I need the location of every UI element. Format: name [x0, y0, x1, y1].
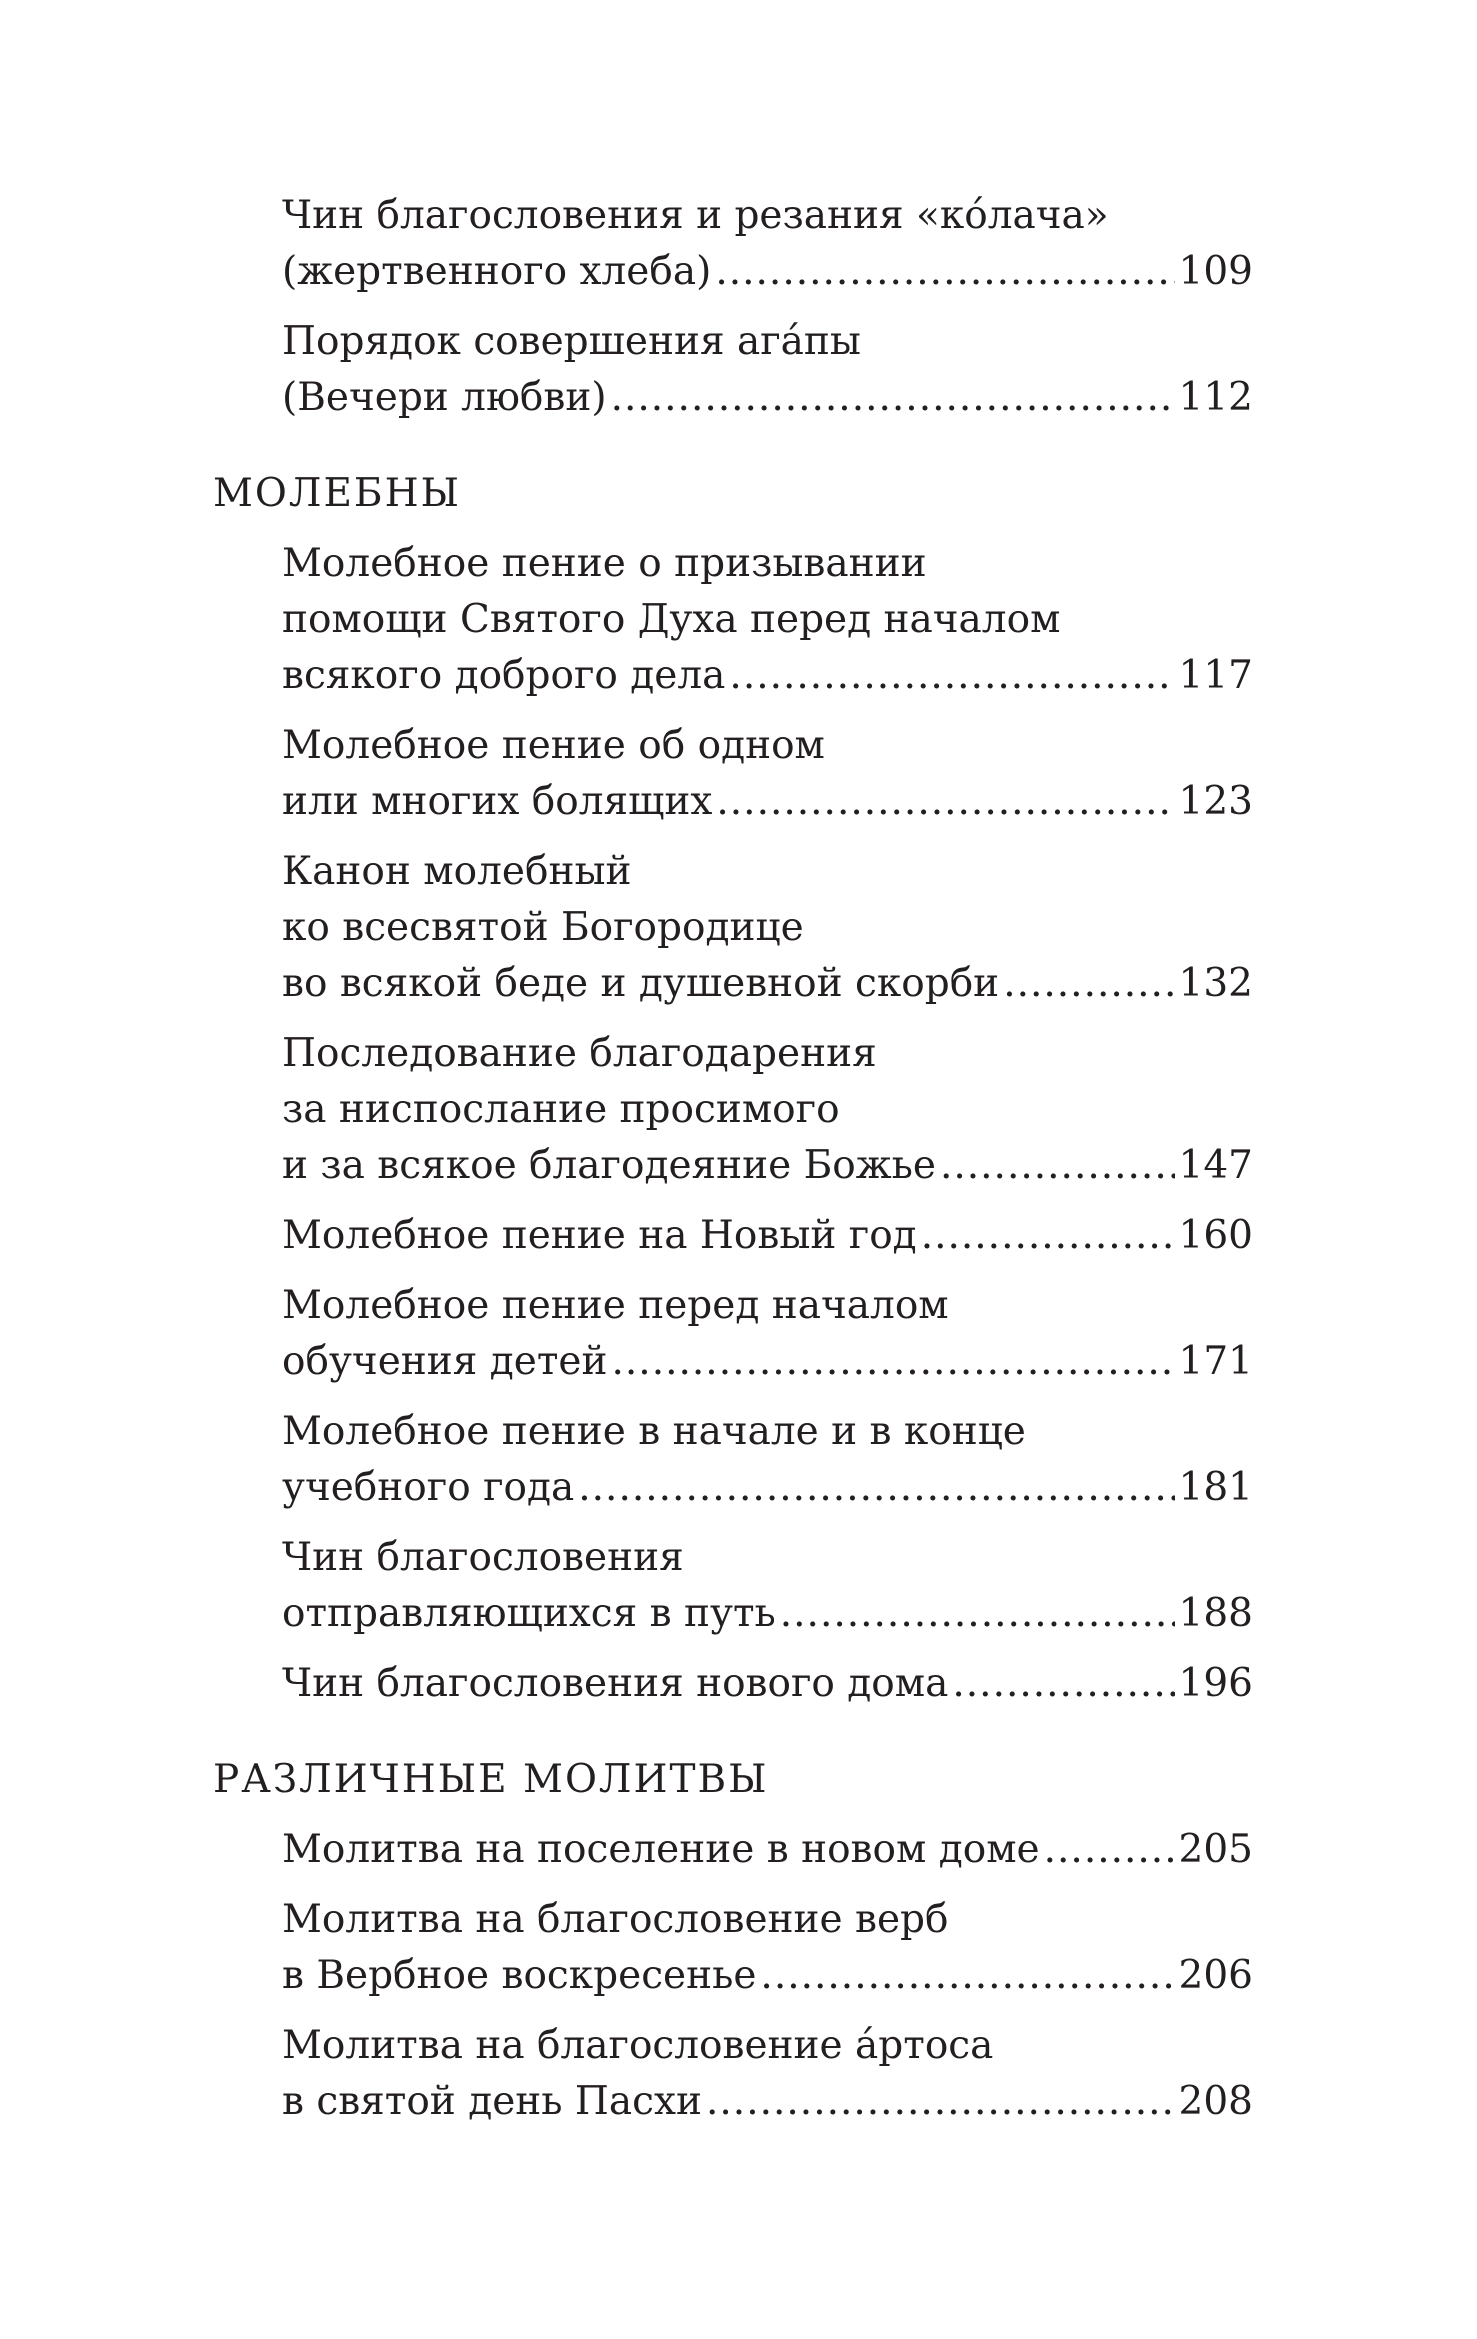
section-heading: РАЗЛИЧНЫЕ МОЛИТВЫ — [213, 1757, 769, 1802]
toc-entry[interactable] — [282, 1404, 1253, 1516]
dot-leader — [760, 1948, 1174, 2004]
page-number: 205 — [1178, 1827, 1253, 1872]
dot-leader — [611, 370, 1175, 426]
table-of-contents — [213, 188, 1253, 2144]
toc-entry-title-line: Молебное пение об одном — [282, 723, 825, 768]
toc-entry[interactable] — [282, 718, 1253, 830]
toc-entry-last-line — [282, 648, 1253, 704]
page-number: 132 — [1178, 961, 1253, 1006]
toc-entry-last-line — [282, 1822, 1253, 1878]
toc-entry-last-line — [282, 1656, 1253, 1712]
toc-entry-title-line: Молебное пение на Новый год — [282, 1213, 917, 1258]
toc-entry-title-line: или многих болящих — [282, 779, 713, 824]
page-number: 147 — [1178, 1143, 1253, 1188]
toc-entry-last-line — [282, 1208, 1253, 1264]
toc-entry[interactable] — [282, 1656, 1253, 1712]
toc-entry[interactable] — [282, 844, 1253, 1012]
toc-entry[interactable] — [282, 1208, 1253, 1264]
dot-leader — [612, 1334, 1175, 1390]
toc-entry-last-line — [282, 1948, 1253, 2004]
toc-entry[interactable] — [282, 1822, 1253, 1878]
toc-entry-title-line: Молитва на поселение в новом доме — [282, 1827, 1040, 1872]
toc-entry-last-line — [282, 1334, 1253, 1390]
toc-entry[interactable] — [282, 1892, 1253, 2004]
toc-entry-title-line: Последование благодарения — [282, 1031, 877, 1076]
page-number: 117 — [1178, 653, 1253, 698]
toc-entry-title-line: учебного года — [282, 1465, 575, 1510]
page-number: 188 — [1178, 1591, 1253, 1636]
toc-entry-title-line: обучения детей — [282, 1339, 608, 1384]
page-number: 171 — [1178, 1339, 1253, 1384]
dot-leader — [780, 1586, 1175, 1642]
toc-entry[interactable] — [282, 1278, 1253, 1390]
toc-entry-title-line: за ниспослание просимого — [282, 1087, 840, 1132]
section-heading: МОЛЕБНЫ — [213, 471, 461, 516]
dot-leader — [1003, 956, 1174, 1012]
page-number: 181 — [1178, 1465, 1253, 1510]
toc-entry-title-line: отправляющихся в путь — [282, 1591, 776, 1636]
dot-leader — [921, 1208, 1175, 1264]
dot-leader — [729, 648, 1174, 704]
toc-entry-title-line: (жертвенного хлеба) — [282, 249, 712, 294]
toc-entry-title-line: (Вечери любви) — [282, 375, 607, 420]
page-number: 160 — [1178, 1213, 1253, 1258]
toc-entry[interactable] — [282, 1026, 1253, 1194]
toc-entry-title-line: Порядок совершения ага́пы — [282, 319, 861, 364]
page-number: 206 — [1178, 1953, 1253, 1998]
toc-entry[interactable] — [282, 314, 1253, 426]
dot-leader — [715, 244, 1174, 300]
toc-entry-title-line: ко всесвятой Богородице — [282, 905, 804, 950]
page-number: 123 — [1178, 779, 1253, 824]
toc-entry-last-line — [282, 370, 1253, 426]
toc-entry-title-line: Канон молебный — [282, 849, 632, 894]
toc-entry-last-line — [282, 244, 1253, 300]
toc-entry-title-line: Молебное пение в начале и в конце — [282, 1409, 1026, 1454]
toc-entry-title-line: в святой день Пасхи — [282, 2079, 703, 2124]
toc-entry-title-line: и за всякое благодеяние Божье — [282, 1143, 936, 1188]
toc-entry-last-line — [282, 774, 1253, 830]
toc-entry[interactable] — [282, 2018, 1253, 2130]
dot-leader — [1044, 1822, 1175, 1878]
toc-entry-last-line — [282, 2074, 1253, 2130]
toc-entry-title-line: помощи Святого Духа перед началом — [282, 597, 1061, 642]
toc-entry-title-line: Молебное пение о призывании — [282, 541, 927, 586]
toc-entry-last-line — [282, 1460, 1253, 1516]
toc-entry-title-line: Молебное пение перед началом — [282, 1283, 949, 1328]
toc-entry-title-line: во всякой беде и душевной скорби — [282, 961, 1000, 1006]
page-number: 208 — [1178, 2079, 1253, 2124]
dot-leader — [940, 1138, 1175, 1194]
toc-entry-title-line: Чин благословения и резания «ко́лача» — [282, 193, 1109, 238]
toc-entry-last-line — [282, 1138, 1253, 1194]
toc-entry[interactable] — [282, 1530, 1253, 1642]
page-number: 196 — [1178, 1661, 1253, 1706]
toc-entry-last-line — [282, 1586, 1253, 1642]
dot-leader — [578, 1460, 1174, 1516]
toc-entry-title-line: Чин благословения нового дома — [282, 1661, 949, 1706]
page-number: 112 — [1178, 375, 1253, 420]
toc-entry-title-line: Чин благословения — [282, 1535, 684, 1580]
toc-entry[interactable] — [282, 536, 1253, 704]
toc-entry-title-line: в Вербное воскресенье — [282, 1953, 757, 1998]
page-number: 109 — [1178, 249, 1253, 294]
toc-entry-title-line: всякого доброго дела — [282, 653, 726, 698]
toc-entry-title-line: Молитва на благословение а́ртоса — [282, 2023, 994, 2068]
toc-entry-title-line: Молитва на благословение верб — [282, 1897, 949, 1942]
toc-entry-last-line — [282, 956, 1253, 1012]
toc-entry[interactable] — [282, 188, 1253, 300]
dot-leader — [716, 774, 1174, 830]
dot-leader — [952, 1656, 1174, 1712]
dot-leader — [706, 2074, 1175, 2130]
